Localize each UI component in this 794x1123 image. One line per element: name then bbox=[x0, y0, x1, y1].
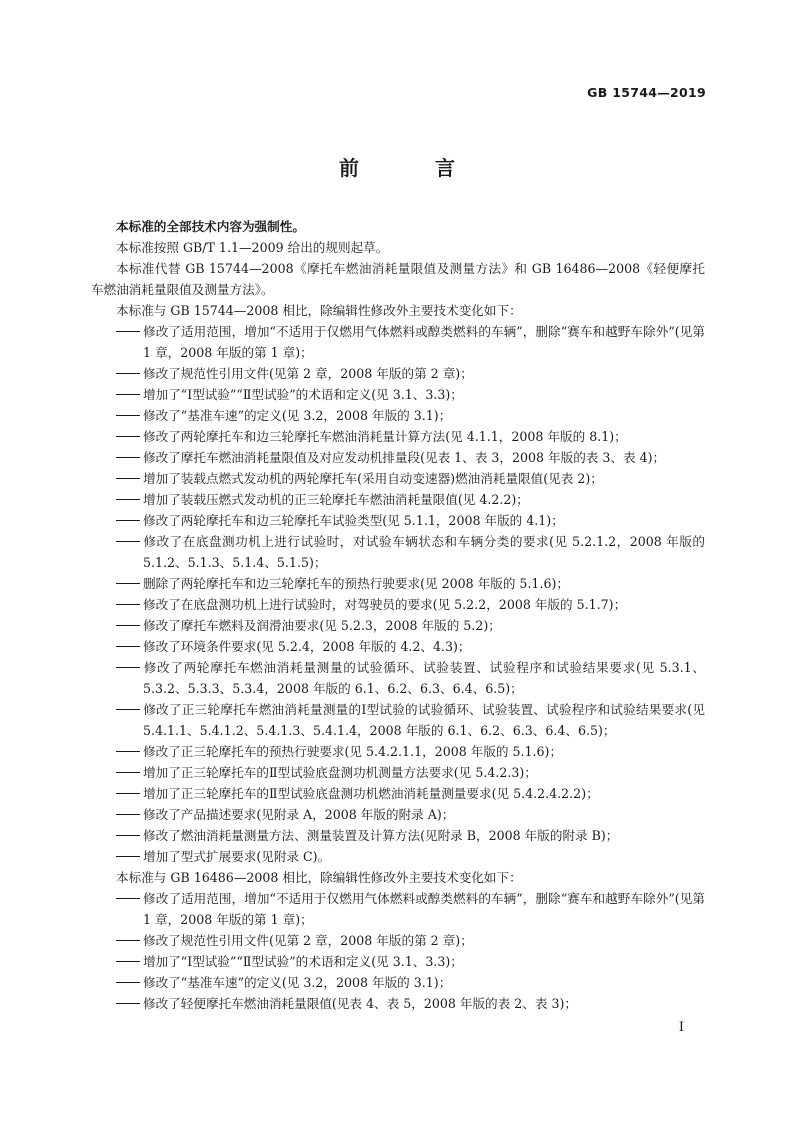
list-item-text: 修改了规范性引用文件(见第 2 章，2008 年版的第 2 章)； bbox=[143, 366, 473, 381]
list-item-text: 增加了装载点燃式发动机的两轮摩托车(采用自动变速器)燃油消耗量限值(见表 2)； bbox=[143, 471, 603, 486]
list-item bbox=[91, 804, 705, 825]
list-item-text: 修改了适用范围，增加“不适用于仅燃用气体燃料或醇类燃料的车辆”，删除“赛车和越野车除外”(见第 1 章，2008 年版的第 1 章)； bbox=[143, 324, 705, 360]
list-item bbox=[91, 531, 705, 573]
em-dash-marker bbox=[116, 636, 143, 657]
list-item-text: 增加了装载压燃式发动机的正三轮摩托车燃油消耗量限值(见 4.2.2)； bbox=[143, 492, 529, 507]
em-dash-marker bbox=[116, 993, 143, 1014]
list-item bbox=[91, 951, 705, 972]
section1-lead: 本标准与 GB 15744—2008 相比，除编辑性修改外主要技术变化如下： bbox=[116, 303, 522, 318]
list-item bbox=[91, 573, 705, 594]
list-item-text: 修改了正三轮摩托车燃油消耗量测量的Ⅰ型试验的试验循环、试验装置、试验程序和试验结果要求(见 5.4.1.1、5.4.1.2、5.4.1.3、5.4.1.4，2008 年版的 6.1、6.2、6.3、6.4、6.5)； bbox=[143, 702, 705, 738]
list-item-text: 增加了型式扩展要求(见附录 C)。 bbox=[143, 849, 331, 864]
list-item-text: 修改了“基准车速”的定义(见 3.2，2008 年版的 3.1)； bbox=[143, 408, 452, 423]
list-item bbox=[91, 846, 705, 867]
intro-paragraph: 本标准代替 GB 15744—2008《摩托车燃油消耗量限值及测量方法》和 GB 16486—2008《轻便摩托车燃油消耗量限值及测量方法》。 bbox=[91, 261, 705, 297]
list-item bbox=[91, 615, 705, 636]
page-number: I bbox=[678, 1020, 684, 1035]
em-dash-marker bbox=[116, 468, 143, 489]
list-item bbox=[91, 447, 705, 468]
document-code: GB 15744—2019 bbox=[587, 85, 706, 100]
em-dash-marker bbox=[116, 657, 143, 678]
page-title: 前 言 bbox=[339, 156, 483, 180]
list-item-text: 修改了摩托车燃油消耗量限值及对应发动机排量段(见表 1、表 3，2008 年版的表 3、表 4)； bbox=[143, 450, 666, 465]
list-item bbox=[91, 636, 705, 657]
em-dash-marker bbox=[116, 405, 143, 426]
em-dash-marker bbox=[116, 972, 143, 993]
list-item bbox=[91, 657, 705, 699]
list-item-text: 增加了“Ⅰ型试验”“Ⅱ型试验”的术语和定义(见 3.1、3.3)； bbox=[143, 954, 463, 969]
list-item bbox=[91, 888, 705, 930]
list-item-text: 修改了正三轮摩托车的预热行驶要求(见 5.4.2.1.1，2008 年版的 5.1.6)； bbox=[143, 744, 563, 759]
list-item bbox=[91, 489, 705, 510]
list-item bbox=[91, 930, 705, 951]
list-item-text: 删除了两轮摩托车和边三轮摩托车的预热行驶要求(见 2008 年版的 5.1.6)； bbox=[143, 576, 569, 591]
list-item bbox=[91, 384, 705, 405]
list-item bbox=[91, 321, 705, 363]
intro-paragraph: 本标准的全部技术内容为强制性。 bbox=[116, 219, 305, 234]
em-dash-marker bbox=[116, 699, 143, 720]
list-item bbox=[91, 699, 705, 741]
list-item bbox=[91, 594, 705, 615]
list-item bbox=[91, 783, 705, 804]
document-body bbox=[91, 216, 705, 1014]
list-item bbox=[91, 426, 705, 447]
em-dash-marker bbox=[116, 510, 143, 531]
em-dash-marker bbox=[116, 615, 143, 636]
list-item bbox=[91, 405, 705, 426]
list-item bbox=[91, 762, 705, 783]
list-item-text: 修改了两轮摩托车和边三轮摩托车试验类型(见 5.1.1，2008 年版的 4.1)； bbox=[143, 513, 564, 528]
list-item-text: 修改了环境条件要求(见 5.2.4，2008 年版的 4.2、4.3)； bbox=[143, 639, 471, 654]
em-dash-marker bbox=[116, 573, 143, 594]
list-item-text: 修改了产品描述要求(见附录 A，2008 年版的附录 A)； bbox=[143, 807, 455, 822]
em-dash-marker bbox=[116, 741, 143, 762]
em-dash-marker bbox=[116, 321, 143, 342]
em-dash-marker bbox=[116, 930, 143, 951]
list-item-text: 修改了摩托车燃料及润滑油要求(见 5.2.3，2008 年版的 5.2)； bbox=[143, 618, 501, 633]
list-item-text: 增加了正三轮摩托车的Ⅱ型试验底盘测功机测量方法要求(见 5.4.2.3)； bbox=[143, 765, 537, 780]
list-item bbox=[91, 510, 705, 531]
list-item-text: 修改了适用范围，增加“不适用于仅燃用气体燃料或醇类燃料的车辆”，删除“赛车和越野车除外”(见第 1 章，2008 年版的第 1 章)； bbox=[143, 891, 705, 927]
em-dash-marker bbox=[116, 594, 143, 615]
list-item-text: 修改了燃油消耗量测量方法、测量装置及计算方法(见附录 B，2008 年版的附录 B)； bbox=[143, 828, 619, 843]
list-item bbox=[91, 972, 705, 993]
em-dash-marker bbox=[116, 825, 143, 846]
em-dash-marker bbox=[116, 888, 143, 909]
section2-lead: 本标准与 GB 16486—2008 相比，除编辑性修改外主要技术变化如下： bbox=[116, 870, 522, 885]
list-item-text: 增加了“Ⅰ型试验”“Ⅱ型试验”的术语和定义(见 3.1、3.3)； bbox=[143, 387, 463, 402]
list-item-text: 修改了两轮摩托车燃油消耗量测量的试验循环、试验装置、试验程序和试验结果要求(见 5.3.1、5.3.2、5.3.3、5.3.4，2008 年版的 6.1、6.2、6.3、6.4、6.5)； bbox=[143, 660, 705, 696]
section2-change-list bbox=[91, 888, 705, 1014]
list-item-text: 修改了两轮摩托车和边三轮摩托车燃油消耗量计算方法(见 4.1.1，2008 年版的 8.1)； bbox=[143, 429, 627, 444]
em-dash-marker bbox=[116, 762, 143, 783]
list-item-text: 修改了轻便摩托车燃油消耗量限值(见表 4、表 5，2008 年版的表 2、表 3)； bbox=[143, 996, 577, 1011]
list-item-text: 修改了在底盘测功机上进行试验时，对驾驶员的要求(见 5.2.2，2008 年版的 5.1.7)； bbox=[143, 597, 627, 612]
em-dash-marker bbox=[116, 531, 143, 552]
em-dash-marker bbox=[116, 426, 143, 447]
intro-paragraph: 本标准按照 GB/T 1.1—2009 给出的规则起草。 bbox=[116, 240, 389, 255]
list-item-text: 修改了“基准车速”的定义(见 3.2，2008 年版的 3.1)； bbox=[143, 975, 452, 990]
list-item-text: 修改了规范性引用文件(见第 2 章，2008 年版的第 2 章)； bbox=[143, 933, 473, 948]
em-dash-marker bbox=[116, 846, 143, 867]
list-item bbox=[91, 825, 705, 846]
em-dash-marker bbox=[116, 363, 143, 384]
list-item-text: 修改了在底盘测功机上进行试验时，对试验车辆状态和车辆分类的要求(见 5.2.1.2，2008 年版的 5.1.2、5.1.3、5.1.4、5.1.5)； bbox=[143, 534, 705, 570]
section1-change-list bbox=[91, 321, 705, 867]
em-dash-marker bbox=[116, 951, 143, 972]
em-dash-marker bbox=[116, 783, 143, 804]
list-item bbox=[91, 993, 705, 1014]
em-dash-marker bbox=[116, 489, 143, 510]
list-item bbox=[91, 741, 705, 762]
em-dash-marker bbox=[116, 804, 143, 825]
list-item bbox=[91, 363, 705, 384]
list-item bbox=[91, 468, 705, 489]
em-dash-marker bbox=[116, 447, 143, 468]
em-dash-marker bbox=[116, 384, 143, 405]
list-item-text: 增加了正三轮摩托车的Ⅱ型试验底盘测功机燃油消耗量测量要求(见 5.4.2.4.2.2)； bbox=[143, 786, 599, 801]
